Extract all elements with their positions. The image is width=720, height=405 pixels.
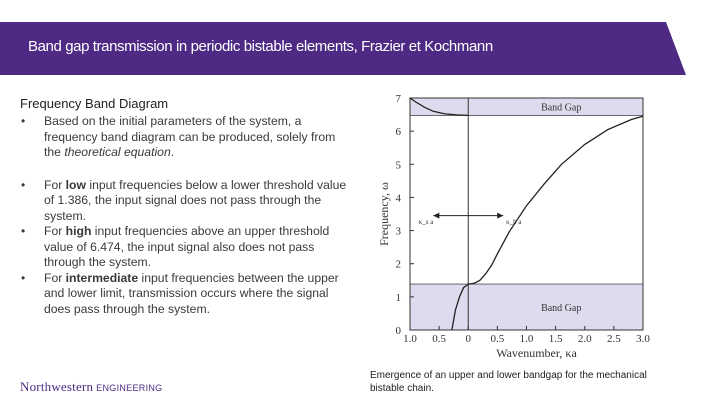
bullet-text: high xyxy=(65,224,92,238)
y-tick-label: 5 xyxy=(395,159,401,172)
y-tick-label: 0 xyxy=(395,325,401,337)
wavenumber-annotation: κ_s a xyxy=(418,217,434,226)
bullet-list xyxy=(20,114,355,317)
x-tick-label: 1.0 xyxy=(519,333,534,345)
band-gap-region xyxy=(410,98,643,115)
bullet-text: . xyxy=(170,145,175,159)
slide-title: Band gap transmission in periodic bistable elements, Frazier et Kochmann xyxy=(28,38,493,55)
figure-caption: Emergence of an upper and lower bandgap for the mechanical bistable chain. xyxy=(370,370,647,394)
logo-subtext: ENGINEERING xyxy=(96,383,163,393)
arrow-head-right xyxy=(497,213,503,219)
title-bar xyxy=(0,22,686,75)
x-tick-label: 0.5 xyxy=(432,333,446,345)
bullet-marker: • xyxy=(21,224,26,238)
x-tick-label: 3.0 xyxy=(636,333,650,345)
bullet-text: intermediate xyxy=(65,270,139,285)
y-tick-label: 6 xyxy=(395,126,401,139)
bullet-text: input frequencies between the upper and lower limit, transmission occurs where the signal does pass through the system. xyxy=(44,270,339,316)
bullet-marker: • xyxy=(21,270,26,285)
band-diagram-chart xyxy=(366,84,672,366)
x-tick-label: 2.5 xyxy=(607,333,621,345)
x-tick-label: 1.0 xyxy=(403,333,417,345)
band-gap-label: Band Gap xyxy=(541,102,582,114)
x-tick-label: 0 xyxy=(465,333,471,345)
x-axis-label: Wavenumber, κa xyxy=(496,346,577,360)
bullet-text: input frequencies above an upper threshold value of 6.474, the input signal also does not pass through the system. xyxy=(44,224,330,269)
northwestern-logo xyxy=(20,378,162,396)
y-tick-label: 1 xyxy=(395,291,401,304)
bullet-marker: • xyxy=(21,177,26,192)
section-heading: Frequency Band Diagram xyxy=(20,96,169,111)
x-tick-label: 2.0 xyxy=(577,333,592,345)
bullet-item xyxy=(20,178,355,225)
bullet-text: Based on the initial parameters of the system, a frequency band diagram can be produced, solely from the xyxy=(44,114,336,159)
y-tick-label: 2 xyxy=(395,258,401,271)
bullet-text: For xyxy=(44,177,66,192)
dispersion-curve xyxy=(468,116,643,284)
bullet-item xyxy=(20,114,355,161)
x-tick-label: 1.5 xyxy=(548,333,563,345)
bullet-text: For xyxy=(44,224,66,238)
bullet-item xyxy=(20,224,355,271)
y-tick-label: 4 xyxy=(395,192,401,205)
bullet-item xyxy=(20,271,355,318)
bullet-text: low xyxy=(65,177,86,192)
logo-wordmark: Northwestern xyxy=(20,379,94,394)
bullet-text: theoretical equation xyxy=(64,145,171,159)
y-tick-label: 3 xyxy=(395,225,401,238)
arrow-head-left xyxy=(433,213,439,219)
band-gap-region xyxy=(410,284,643,330)
bullet-text: input frequencies below a lower threshold value of 1.386, the input signal does not pass through the system. xyxy=(44,177,347,223)
y-axis-label: Frequency, ω xyxy=(377,182,391,246)
wavenumber-annotation: κ_b a xyxy=(506,217,522,226)
band-gap-label: Band Gap xyxy=(541,303,582,315)
y-tick-label: 7 xyxy=(395,93,401,105)
left-panel xyxy=(20,96,355,317)
bullet-marker: • xyxy=(21,114,26,128)
x-tick-label: 0.5 xyxy=(490,333,505,345)
bullet-text: For xyxy=(44,270,66,285)
